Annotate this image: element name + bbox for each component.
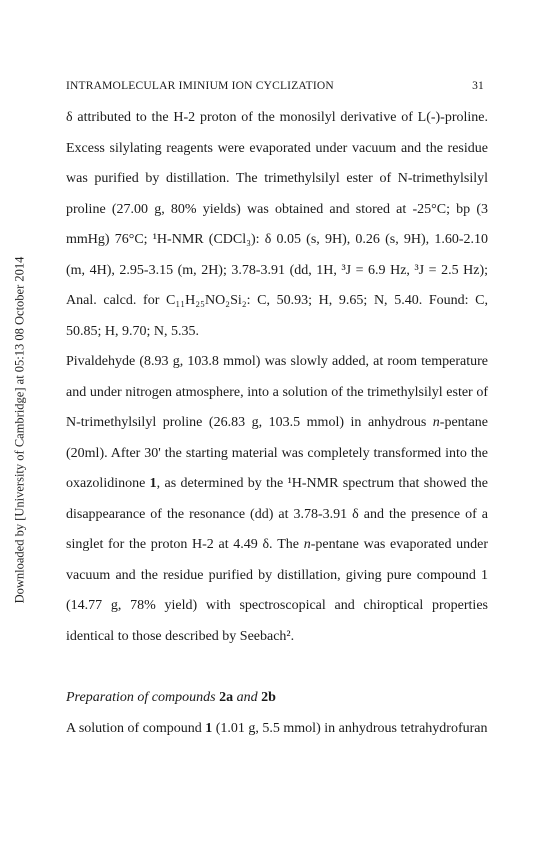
text-run: Pivaldehyde (8.93 g, 103.8 mmol) was slowly added, at room temperature and under nitrogen atmosphere, into a solution of the trimethylsilyl ester of N-trimethylsilyl proline (26.83 g, 103.5 mmol) in anhydrous (66, 354, 488, 430)
heading-text: and (233, 690, 262, 705)
section-gap (66, 652, 488, 683)
text-run: -pentane (20ml). After 30' the starting material was completely transformed into the oxazolidinone (66, 415, 488, 491)
page-body (66, 103, 488, 744)
running-title: INTRAMOLECULAR IMINIUM ION CYCLIZATION (66, 80, 334, 92)
compound-ref: 2b (261, 690, 276, 705)
compound-ref: 2a (219, 690, 234, 705)
text-run: -pentane was evaporated under vacuum and the residue purified by distillation, giving pure compound 1 (14.77 g, 78% yield) with spectroscopical and chiroptical properties identical to those described by Seebach². (66, 537, 488, 644)
text-run: , as determined by the ¹H-NMR spectrum that showed the disappearance of the resonance (dd) at 3.78-3.91 δ and the presence of a singlet for the proton H-2 at 4.49 δ. The (66, 476, 488, 552)
italic-n: n (432, 415, 440, 430)
paragraph-solution (66, 714, 488, 745)
download-notice: Downloaded by [University of Cambridge] at 05:13 08 October 2014 (12, 256, 27, 604)
text-run: A solution of compound (66, 720, 206, 736)
paragraph-monosilyl: δ attributed to the H-2 proton of the monosilyl derivative of L(-)-proline. Excess silylating reagents were evaporated under vacuum and the residue was purified by distillation. The trimethylsilyl ester of N-trimethylsilyl proline (27.00 g, 80% yields) was obtained and stored at -25°C; bp (3 mmHg) 76°C; ¹H-NMR (CDCl₃): δ 0.05 (s, 9H), 0.26 (s, 9H), 1.60-2.10 (m, 4H), 2.95-3.15 (m, 2H); 3.78-3.91 (dd, 1H, ³J = 6.9 Hz, ³J = 2.5 Hz); Anal. calcd. for C₁₁H₂₅NO₂Si₂: C, 50.93; H, 9.65; N, 5.40. Found: C, 50.85; H, 9.70; N, 5.35. (66, 110, 488, 339)
text-run: (1.01 g, 5.5 mmol) in anhydrous tetrahydrofuran (212, 720, 488, 736)
compound-ref: 1 (149, 476, 157, 491)
heading-text: Preparation of compounds (66, 690, 220, 705)
download-watermark (0, 0, 40, 864)
section-heading (66, 683, 488, 714)
running-header (66, 80, 484, 92)
paragraph-pivaldehyde (66, 347, 488, 652)
compound-ref: 1 (205, 720, 213, 736)
page-number: 31 (472, 80, 484, 92)
italic-n: n (303, 537, 311, 552)
